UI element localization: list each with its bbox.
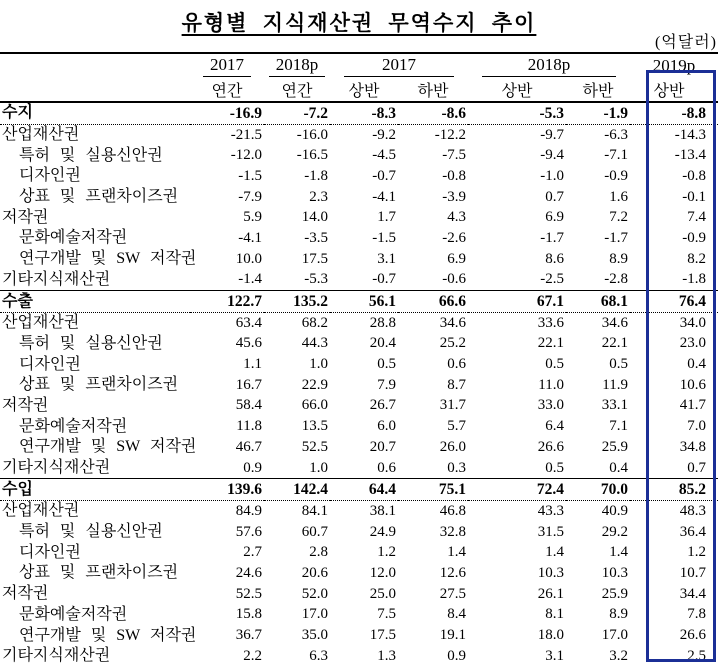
- value-cell: 0.4: [609, 459, 628, 476]
- value-cell: 142.4: [264, 479, 330, 501]
- value-cell: 45.6: [235, 335, 262, 352]
- value-cell: 34.6: [601, 314, 628, 331]
- value-cell: 25.2: [439, 335, 466, 352]
- value-cell: -13.4: [674, 147, 706, 164]
- value-cell: 122.7: [190, 291, 264, 313]
- value-cell: 60.7: [301, 523, 328, 540]
- value-cell: -7.5: [442, 147, 466, 164]
- value-cell: 139.6: [190, 479, 264, 501]
- table-row: [0, 501, 718, 522]
- table-row: [0, 563, 718, 584]
- subheader-h2-2018p: 하반: [566, 77, 630, 102]
- value-cell: 26.6: [679, 627, 706, 644]
- value-cell: 11.8: [236, 418, 262, 435]
- value-cell: 1.3: [377, 647, 396, 664]
- value-cell: 5.7: [447, 418, 466, 435]
- value-cell: 36.7: [235, 627, 262, 644]
- table-row: [0, 458, 718, 479]
- table-row: [0, 584, 718, 605]
- value-cell: -2.5: [540, 271, 564, 288]
- value-cell: 1.2: [687, 544, 706, 561]
- value-cell: 16.7: [235, 376, 262, 393]
- value-cell: -9.4: [540, 147, 564, 164]
- row-label: 특허 및 실용신안권: [19, 146, 163, 164]
- row-label: 저작권: [2, 585, 49, 603]
- value-cell: 8.7: [447, 376, 466, 393]
- table-row: [0, 375, 718, 396]
- ip-trade-balance-table: [0, 52, 718, 666]
- table-row: [0, 312, 718, 333]
- table-row: [0, 416, 718, 437]
- value-cell: 27.5: [439, 585, 466, 602]
- value-cell: 10.7: [679, 564, 706, 581]
- value-cell: 14.0: [301, 209, 328, 226]
- value-cell: 7.2: [609, 209, 628, 226]
- value-cell: 72.4: [468, 479, 566, 501]
- value-cell: 33.6: [537, 314, 564, 331]
- table-row: [0, 249, 718, 270]
- value-cell: -5.3: [468, 102, 566, 124]
- value-cell: -6.3: [604, 126, 628, 143]
- table-row: [0, 646, 718, 666]
- value-cell: 43.3: [537, 502, 564, 519]
- row-label: 특허 및 실용신안권: [19, 523, 163, 541]
- value-cell: 17.0: [601, 627, 628, 644]
- value-cell: -0.8: [682, 167, 706, 184]
- value-cell: 0.6: [447, 356, 466, 373]
- row-label: 문화예술저작권: [19, 417, 128, 435]
- value-cell: 20.7: [369, 438, 396, 455]
- value-cell: 26.1: [537, 585, 564, 602]
- value-cell: 2.8: [309, 544, 328, 561]
- value-cell: 3.1: [377, 250, 396, 267]
- table-row: [0, 166, 718, 187]
- value-cell: 0.5: [545, 356, 564, 373]
- subheader-h1-2017: 상반: [330, 77, 398, 102]
- value-cell: -0.7: [372, 271, 396, 288]
- value-cell: -0.7: [372, 167, 396, 184]
- value-cell: 19.1: [439, 627, 466, 644]
- value-cell: 24.9: [369, 523, 396, 540]
- value-cell: -21.5: [230, 126, 262, 143]
- table-body: [0, 102, 718, 666]
- value-cell: 57.6: [235, 523, 262, 540]
- row-label: 기타지식재산권: [2, 459, 111, 477]
- table-header: [0, 53, 718, 102]
- row-label: 상표 및 프랜차이즈권: [19, 376, 179, 394]
- value-cell: 10.3: [537, 564, 564, 581]
- value-cell: -9.7: [540, 126, 564, 143]
- value-cell: -8.6: [398, 102, 468, 124]
- value-cell: 75.1: [398, 479, 468, 501]
- value-cell: 34.6: [439, 314, 466, 331]
- value-cell: -0.9: [682, 229, 706, 246]
- value-cell: 8.4: [447, 606, 466, 623]
- value-cell: 10.0: [235, 250, 262, 267]
- value-cell: 17.5: [369, 627, 396, 644]
- value-cell: -8.3: [330, 102, 398, 124]
- value-cell: 8.6: [545, 250, 564, 267]
- value-cell: 7.5: [377, 606, 396, 623]
- value-cell: 0.6: [377, 459, 396, 476]
- value-cell: -2.8: [604, 271, 628, 288]
- row-label: 상표 및 프랜차이즈권: [19, 564, 179, 582]
- value-cell: 24.6: [235, 564, 262, 581]
- value-cell: 7.1: [609, 418, 628, 435]
- value-cell: 0.4: [687, 356, 706, 373]
- value-cell: 46.8: [439, 502, 466, 519]
- value-cell: 8.1: [545, 606, 564, 623]
- value-cell: 34.8: [679, 438, 706, 455]
- table-row: [0, 396, 718, 417]
- value-cell: -3.5: [304, 229, 328, 246]
- table-row: [0, 187, 718, 208]
- value-cell: 2.7: [243, 544, 262, 561]
- year-label: 2017: [344, 55, 454, 77]
- row-label: 저작권: [2, 208, 49, 226]
- value-cell: -0.8: [442, 167, 466, 184]
- table-row: [0, 542, 718, 563]
- value-cell: 31.5: [537, 523, 564, 540]
- value-cell: 12.0: [369, 564, 396, 581]
- value-cell: 28.8: [369, 314, 396, 331]
- value-cell: 64.4: [330, 479, 398, 501]
- row-label: 디자인권: [19, 167, 81, 185]
- value-cell: 44.3: [301, 335, 328, 352]
- value-cell: 22.9: [301, 376, 328, 393]
- value-cell: 1.4: [609, 544, 628, 561]
- table-row: [0, 124, 718, 145]
- row-label: 상표 및 프랜차이즈권: [19, 188, 179, 206]
- row-label: 기타지식재산권: [2, 270, 111, 288]
- value-cell: -0.1: [682, 188, 706, 205]
- value-cell: 0.5: [545, 459, 564, 476]
- value-cell: -8.8: [630, 102, 718, 124]
- row-label: 연구개발 및 SW 저작권: [19, 438, 197, 456]
- value-cell: 22.1: [537, 335, 564, 352]
- value-cell: 23.0: [679, 335, 706, 352]
- row-label: 기타지식재산권: [2, 647, 111, 665]
- value-cell: -1.5: [372, 229, 396, 246]
- value-cell: 4.3: [447, 209, 466, 226]
- value-cell: -12.2: [434, 126, 466, 143]
- row-label: 수지: [0, 102, 190, 124]
- value-cell: -3.9: [442, 188, 466, 205]
- table-row: [0, 207, 718, 228]
- value-cell: 2.3: [309, 188, 328, 205]
- value-cell: -16.9: [190, 102, 264, 124]
- value-cell: 52.5: [235, 585, 262, 602]
- page-title: 유형별 지식재산권 무역수지 추이: [181, 11, 537, 35]
- value-cell: -1.0: [540, 167, 564, 184]
- value-cell: 6.0: [377, 418, 396, 435]
- value-cell: 6.3: [309, 647, 328, 664]
- value-cell: 15.8: [235, 606, 262, 623]
- value-cell: 1.1: [243, 356, 262, 373]
- subheader-h2-2017: 하반: [398, 77, 468, 102]
- year-header-row: [0, 53, 718, 77]
- year-header-2017-halves: [330, 53, 468, 77]
- year-header-2019p: [630, 53, 718, 77]
- value-cell: 32.8: [439, 523, 466, 540]
- row-label: 연구개발 및 SW 저작권: [19, 626, 197, 644]
- table-row: [0, 228, 718, 249]
- value-cell: 1.4: [545, 544, 564, 561]
- value-cell: 2.2: [243, 647, 262, 664]
- value-cell: 6.4: [545, 418, 564, 435]
- value-cell: 52.0: [301, 585, 328, 602]
- value-cell: -1.8: [304, 167, 328, 184]
- value-cell: 11.9: [602, 376, 628, 393]
- value-cell: 38.1: [369, 502, 396, 519]
- value-cell: 0.9: [447, 647, 466, 664]
- row-label: 산업재산권: [2, 502, 80, 520]
- value-cell: 52.5: [301, 438, 328, 455]
- value-cell: 66.6: [398, 291, 468, 313]
- value-cell: -0.9: [604, 167, 628, 184]
- table-row: [0, 354, 718, 375]
- table-row: [0, 625, 718, 646]
- value-cell: 20.6: [301, 564, 328, 581]
- value-cell: 6.9: [545, 209, 564, 226]
- value-cell: -1.7: [604, 229, 628, 246]
- value-cell: 84.1: [301, 502, 328, 519]
- value-cell: 0.5: [609, 356, 628, 373]
- value-cell: -7.2: [264, 102, 330, 124]
- value-cell: 2.5: [687, 647, 706, 664]
- value-cell: -4.1: [238, 229, 262, 246]
- value-cell: 33.0: [537, 397, 564, 414]
- year-label: 2018p: [482, 55, 616, 77]
- value-cell: 29.2: [601, 523, 628, 540]
- row-label: 디자인권: [19, 355, 81, 373]
- value-cell: 68.2: [301, 314, 328, 331]
- value-cell: -1.4: [238, 271, 262, 288]
- value-cell: 25.9: [601, 438, 628, 455]
- row-label: 문화예술저작권: [19, 229, 128, 247]
- value-cell: 1.0: [309, 459, 328, 476]
- subheader-h1-2019p: 상반: [630, 77, 718, 102]
- row-label: 문화예술저작권: [19, 605, 128, 623]
- value-cell: 0.9: [243, 459, 262, 476]
- value-cell: 1.2: [377, 544, 396, 561]
- value-cell: 85.2: [630, 479, 718, 501]
- value-cell: -16.5: [296, 147, 328, 164]
- value-cell: 48.3: [679, 502, 706, 519]
- value-cell: 17.0: [301, 606, 328, 623]
- year-header-2017-annual: [190, 53, 264, 77]
- value-cell: 46.7: [235, 438, 262, 455]
- value-cell: 11.0: [538, 376, 564, 393]
- value-cell: -14.3: [674, 126, 706, 143]
- row-label: 특허 및 실용신안권: [19, 334, 163, 352]
- value-cell: -16.0: [296, 126, 328, 143]
- value-cell: -12.0: [230, 147, 262, 164]
- value-cell: 1.6: [609, 188, 628, 205]
- value-cell: 26.0: [439, 438, 466, 455]
- subheader-h1-2018p: 상반: [468, 77, 566, 102]
- table-row: [0, 479, 718, 501]
- value-cell: 8.2: [687, 250, 706, 267]
- value-cell: -4.5: [372, 147, 396, 164]
- value-cell: 3.1: [545, 647, 564, 664]
- value-cell: 8.9: [609, 606, 628, 623]
- value-cell: 0.3: [447, 459, 466, 476]
- value-cell: 18.0: [537, 627, 564, 644]
- value-cell: 0.7: [687, 459, 706, 476]
- subheader-annual-2017: 연간: [190, 77, 264, 102]
- value-cell: 3.2: [609, 647, 628, 664]
- value-cell: -1.9: [566, 102, 630, 124]
- table-row: [0, 291, 718, 313]
- value-cell: 68.1: [566, 291, 630, 313]
- value-cell: 31.7: [439, 397, 466, 414]
- value-cell: 20.4: [369, 335, 396, 352]
- table-row: [0, 270, 718, 291]
- value-cell: 33.1: [601, 397, 628, 414]
- value-cell: 22.1: [601, 335, 628, 352]
- year-header-2018p-halves: [468, 53, 630, 77]
- value-cell: 8.9: [609, 250, 628, 267]
- value-cell: 34.4: [679, 585, 706, 602]
- subheader-row: [0, 77, 718, 102]
- value-cell: 12.6: [439, 564, 466, 581]
- value-cell: 135.2: [264, 291, 330, 313]
- value-cell: 7.4: [687, 209, 706, 226]
- table-row: [0, 145, 718, 166]
- table-row: [0, 605, 718, 626]
- value-cell: 1.4: [447, 544, 466, 561]
- row-label: 저작권: [2, 396, 49, 414]
- value-cell: -1.5: [238, 167, 262, 184]
- row-label: 디자인권: [19, 543, 81, 561]
- table-row: [0, 334, 718, 355]
- value-cell: 26.6: [537, 438, 564, 455]
- corner-cell: [0, 77, 190, 102]
- row-label: 수입: [0, 479, 190, 501]
- year-label: 2017: [203, 55, 251, 77]
- row-label: 수출: [0, 291, 190, 313]
- year-label: 2019p: [652, 56, 696, 75]
- table-row: [0, 102, 718, 124]
- value-cell: -1.8: [682, 271, 706, 288]
- value-cell: 34.0: [679, 314, 706, 331]
- value-cell: 56.1: [330, 291, 398, 313]
- value-cell: 1.0: [309, 356, 328, 373]
- value-cell: 0.5: [377, 356, 396, 373]
- value-cell: 26.7: [369, 397, 396, 414]
- year-header-2018p-annual: [264, 53, 330, 77]
- value-cell: -4.1: [372, 188, 396, 205]
- value-cell: 5.9: [243, 209, 262, 226]
- value-cell: -0.6: [442, 271, 466, 288]
- value-cell: 41.7: [679, 397, 706, 414]
- value-cell: 35.0: [301, 627, 328, 644]
- table-row: [0, 437, 718, 458]
- value-cell: 63.4: [235, 314, 262, 331]
- value-cell: 10.6: [679, 376, 706, 393]
- value-cell: -7.1: [604, 147, 628, 164]
- value-cell: -2.6: [442, 229, 466, 246]
- value-cell: 67.1: [468, 291, 566, 313]
- value-cell: 6.9: [447, 250, 466, 267]
- value-cell: 7.9: [377, 376, 396, 393]
- year-label: 2018p: [269, 55, 326, 77]
- value-cell: 58.4: [235, 397, 262, 414]
- value-cell: -1.7: [540, 229, 564, 246]
- subheader-annual-2018p: 연간: [264, 77, 330, 102]
- value-cell: -7.9: [238, 188, 262, 205]
- value-cell: 40.9: [601, 502, 628, 519]
- value-cell: -5.3: [304, 271, 328, 288]
- value-cell: 7.8: [687, 606, 706, 623]
- value-cell: 36.4: [679, 523, 706, 540]
- value-cell: 10.3: [601, 564, 628, 581]
- value-cell: -9.2: [372, 126, 396, 143]
- row-label: 연구개발 및 SW 저작권: [19, 250, 197, 268]
- value-cell: 17.5: [301, 250, 328, 267]
- row-label: 산업재산권: [2, 126, 80, 144]
- unit-label: (억달러): [654, 34, 717, 51]
- value-cell: 70.0: [566, 479, 630, 501]
- row-label: 산업재산권: [2, 314, 80, 332]
- corner-cell: [0, 53, 190, 77]
- value-cell: 13.5: [301, 418, 328, 435]
- value-cell: 76.4: [630, 291, 718, 313]
- value-cell: 84.9: [235, 502, 262, 519]
- value-cell: 25.0: [369, 585, 396, 602]
- value-cell: 7.0: [687, 418, 706, 435]
- table-row: [0, 522, 718, 543]
- value-cell: 25.9: [601, 585, 628, 602]
- value-cell: 66.0: [301, 397, 328, 414]
- value-cell: 1.7: [377, 209, 396, 226]
- value-cell: 0.7: [545, 188, 564, 205]
